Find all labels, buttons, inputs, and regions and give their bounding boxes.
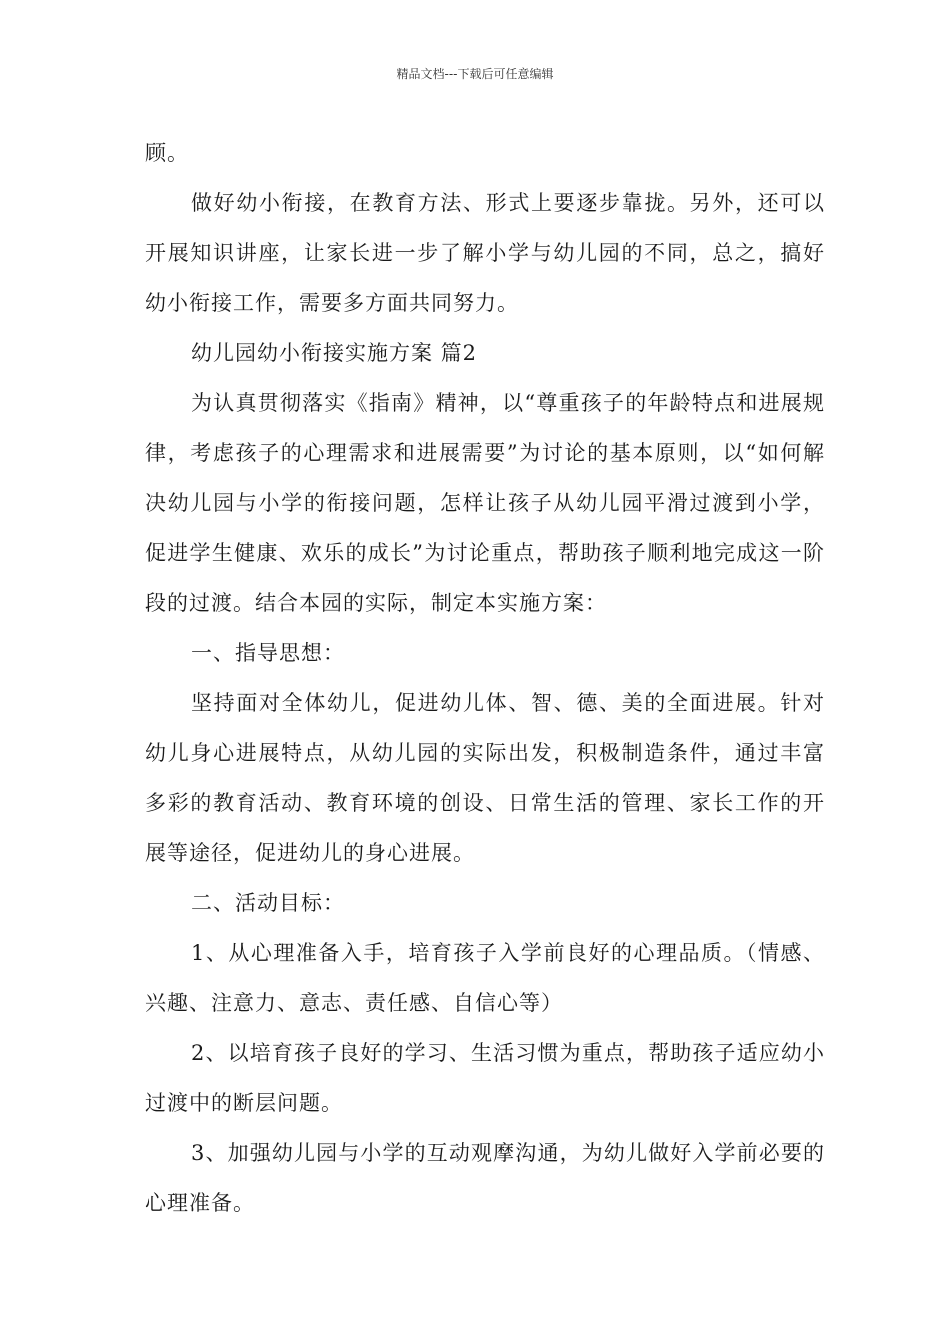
goal-item-1: 1、从心理准备入手，培育孩子入学前良好的心理品质。（情感、兴趣、注意力、意志、责任感、自信心等） (145, 941, 825, 1015)
goal-item-3: 3、加强幼儿园与小学的互动观摩沟通，为幼儿做好入学前必要的心理准备。 (145, 1141, 825, 1215)
heading-guiding-ideology: 一、指导思想： (191, 641, 345, 665)
section-title: 幼儿园幼小衔接实施方案 篇2 (191, 341, 478, 365)
goal-item-2: 2、以培育孩子良好的学习、生活习惯为重点，帮助孩子适应幼小过渡中的断层问题。 (145, 1041, 825, 1115)
paragraph-introduction: 为认真贯彻落实《指南》精神，以“尊重孩子的年龄特点和进展规律，考虑孩子的心理需求和进展需要”为讨论的基本原则，以“如何解决幼儿园与小学的衔接问题，怎样让孩子从幼儿园平滑过渡到小学，促进学生健康、欢乐的成长”为讨论重点，帮助孩子顺利地完成这一阶段的过渡。结合本园的实际，制定本实施方案： (145, 391, 825, 615)
heading-activity-goals: 二、活动目标： (191, 891, 345, 915)
page-header: 精品文档---下载后可任意编辑 (396, 67, 554, 81)
paragraph-guiding-ideology: 坚持面对全体幼儿，促进幼儿体、智、德、美的全面进展。针对幼儿身心进展特点，从幼儿园的实际出发，积极制造条件，通过丰富多彩的教育活动、教育环境的创设、日常生活的管理、家长工作的开展等途径，促进幼儿的身心进展。 (145, 691, 825, 865)
paragraph-connection-methods: 做好幼小衔接，在教育方法、形式上要逐步靠拢。另外，还可以开展知识讲座，让家长进一步了解小学与幼儿园的不同，总之，搞好幼小衔接工作，需要多方面共同努力。 (145, 191, 825, 315)
paragraph-continuation: 顾。 (145, 141, 189, 165)
document-body (145, 128, 825, 1228)
